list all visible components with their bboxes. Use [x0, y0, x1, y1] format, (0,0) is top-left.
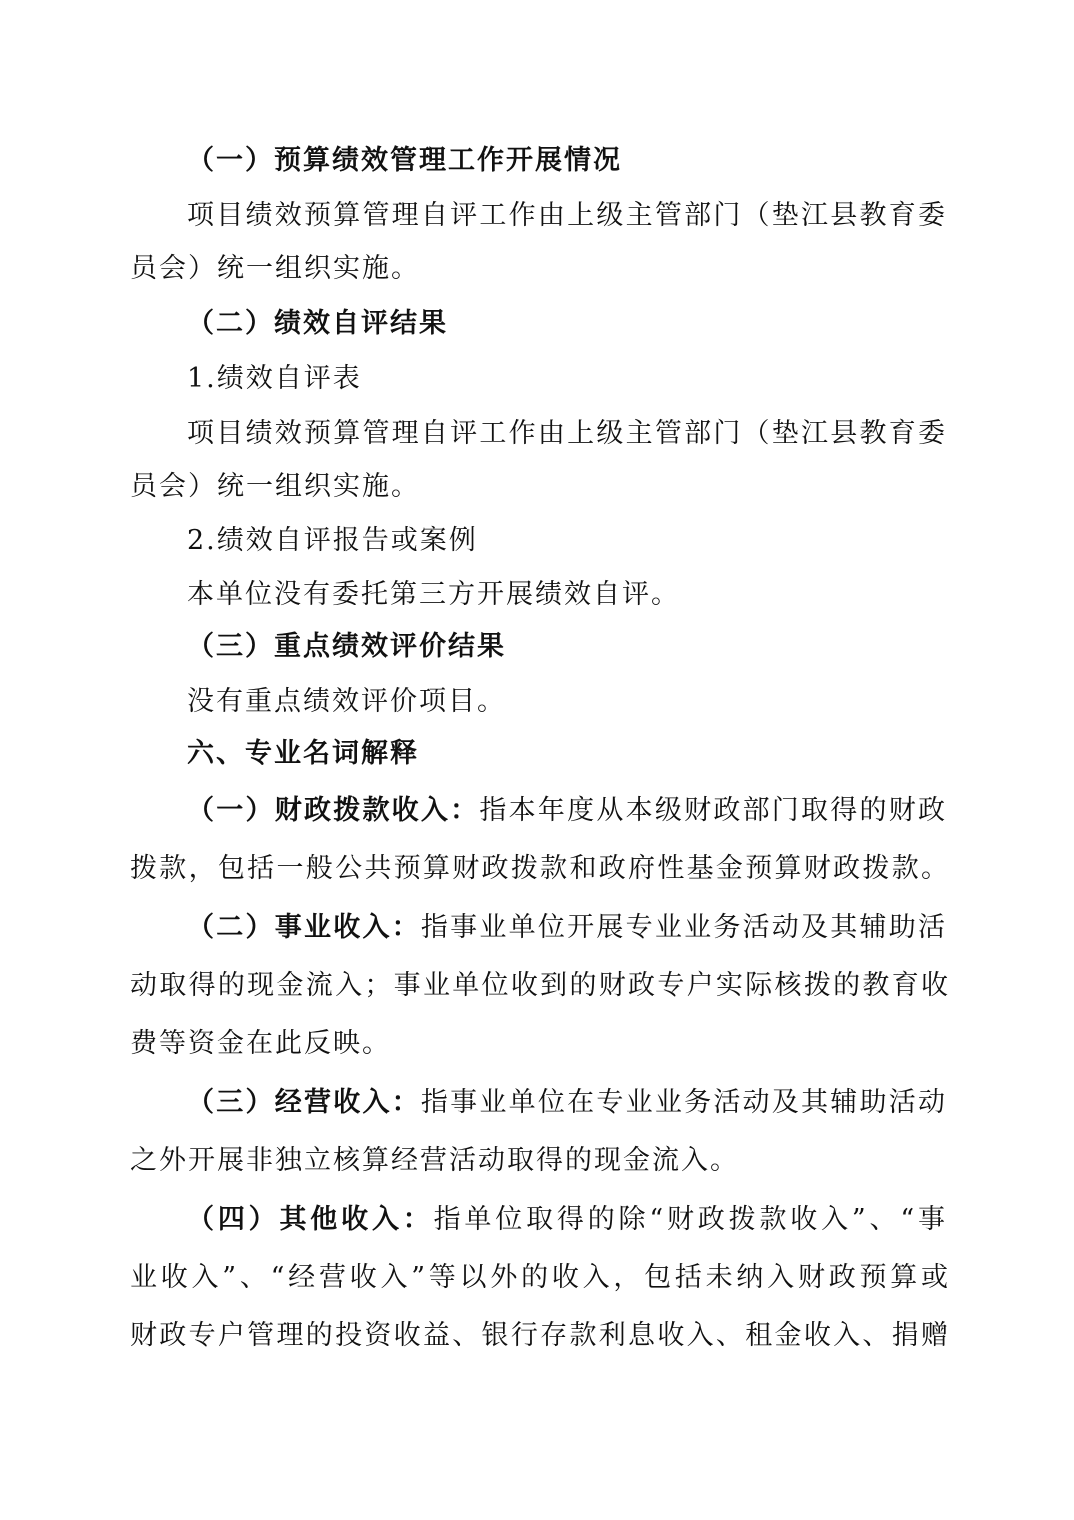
section-heading: （三）重点绩效评价结果	[187, 631, 506, 662]
term-definition-line: 之外开展非独立核算经营活动取得的现金流入。	[130, 1145, 739, 1176]
term-text: 指本年度从本级财政部门取得的财政	[479, 795, 948, 826]
subsection-heading: 2.绩效自评报告或案例	[187, 525, 478, 556]
paragraph-line: 项目绩效预算管理自评工作由上级主管部门（垫江县教育委	[187, 418, 947, 449]
chapter-heading: 六、专业名词解释	[187, 738, 419, 769]
term-definition-line	[187, 1086, 947, 1120]
term-definition-line: 动取得的现金流入；事业单位收到的财政专户实际核拨的教育收	[130, 970, 950, 1001]
term-text: 指事业单位开展专业业务活动及其辅助活	[420, 912, 948, 943]
paragraph-line: 项目绩效预算管理自评工作由上级主管部门（垫江县教育委	[187, 200, 947, 231]
term-definition-line	[187, 911, 947, 945]
section-heading: （一）预算绩效管理工作开展情况	[187, 145, 622, 176]
paragraph-line: 本单位没有委托第三方开展绩效自评。	[187, 579, 680, 610]
paragraph-line: 员会）统一组织实施。	[130, 471, 420, 502]
term-definition-line: 财政专户管理的投资收益、银行存款利息收入、租金收入、捐赠	[130, 1320, 950, 1351]
term-definition-line: 拨款，包括一般公共预算财政拨款和政府性基金预算财政拨款。	[130, 853, 950, 884]
paragraph-line: 没有重点绩效评价项目。	[187, 686, 506, 717]
term-label: （三）经营收入：	[187, 1087, 421, 1118]
term-text: 指单位取得的除“财政拨款收入”、“事	[433, 1204, 947, 1235]
term-definition-line: 费等资金在此反映。	[130, 1028, 391, 1059]
term-definition-line	[187, 1203, 947, 1237]
term-text: 指事业单位在专业业务活动及其辅助活动	[420, 1087, 948, 1118]
term-label: （二）事业收入：	[187, 912, 421, 943]
term-label: （四）其他收入：	[187, 1204, 434, 1235]
term-definition-line: 业收入”、“经营收入”等以外的收入，包括未纳入财政预算或	[130, 1262, 950, 1293]
term-definition-line	[187, 794, 947, 828]
subsection-heading: 1.绩效自评表	[187, 363, 362, 394]
term-label: （一）财政拨款收入：	[187, 795, 480, 826]
section-heading: （二）绩效自评结果	[187, 308, 448, 339]
paragraph-line: 员会）统一组织实施。	[130, 253, 420, 284]
